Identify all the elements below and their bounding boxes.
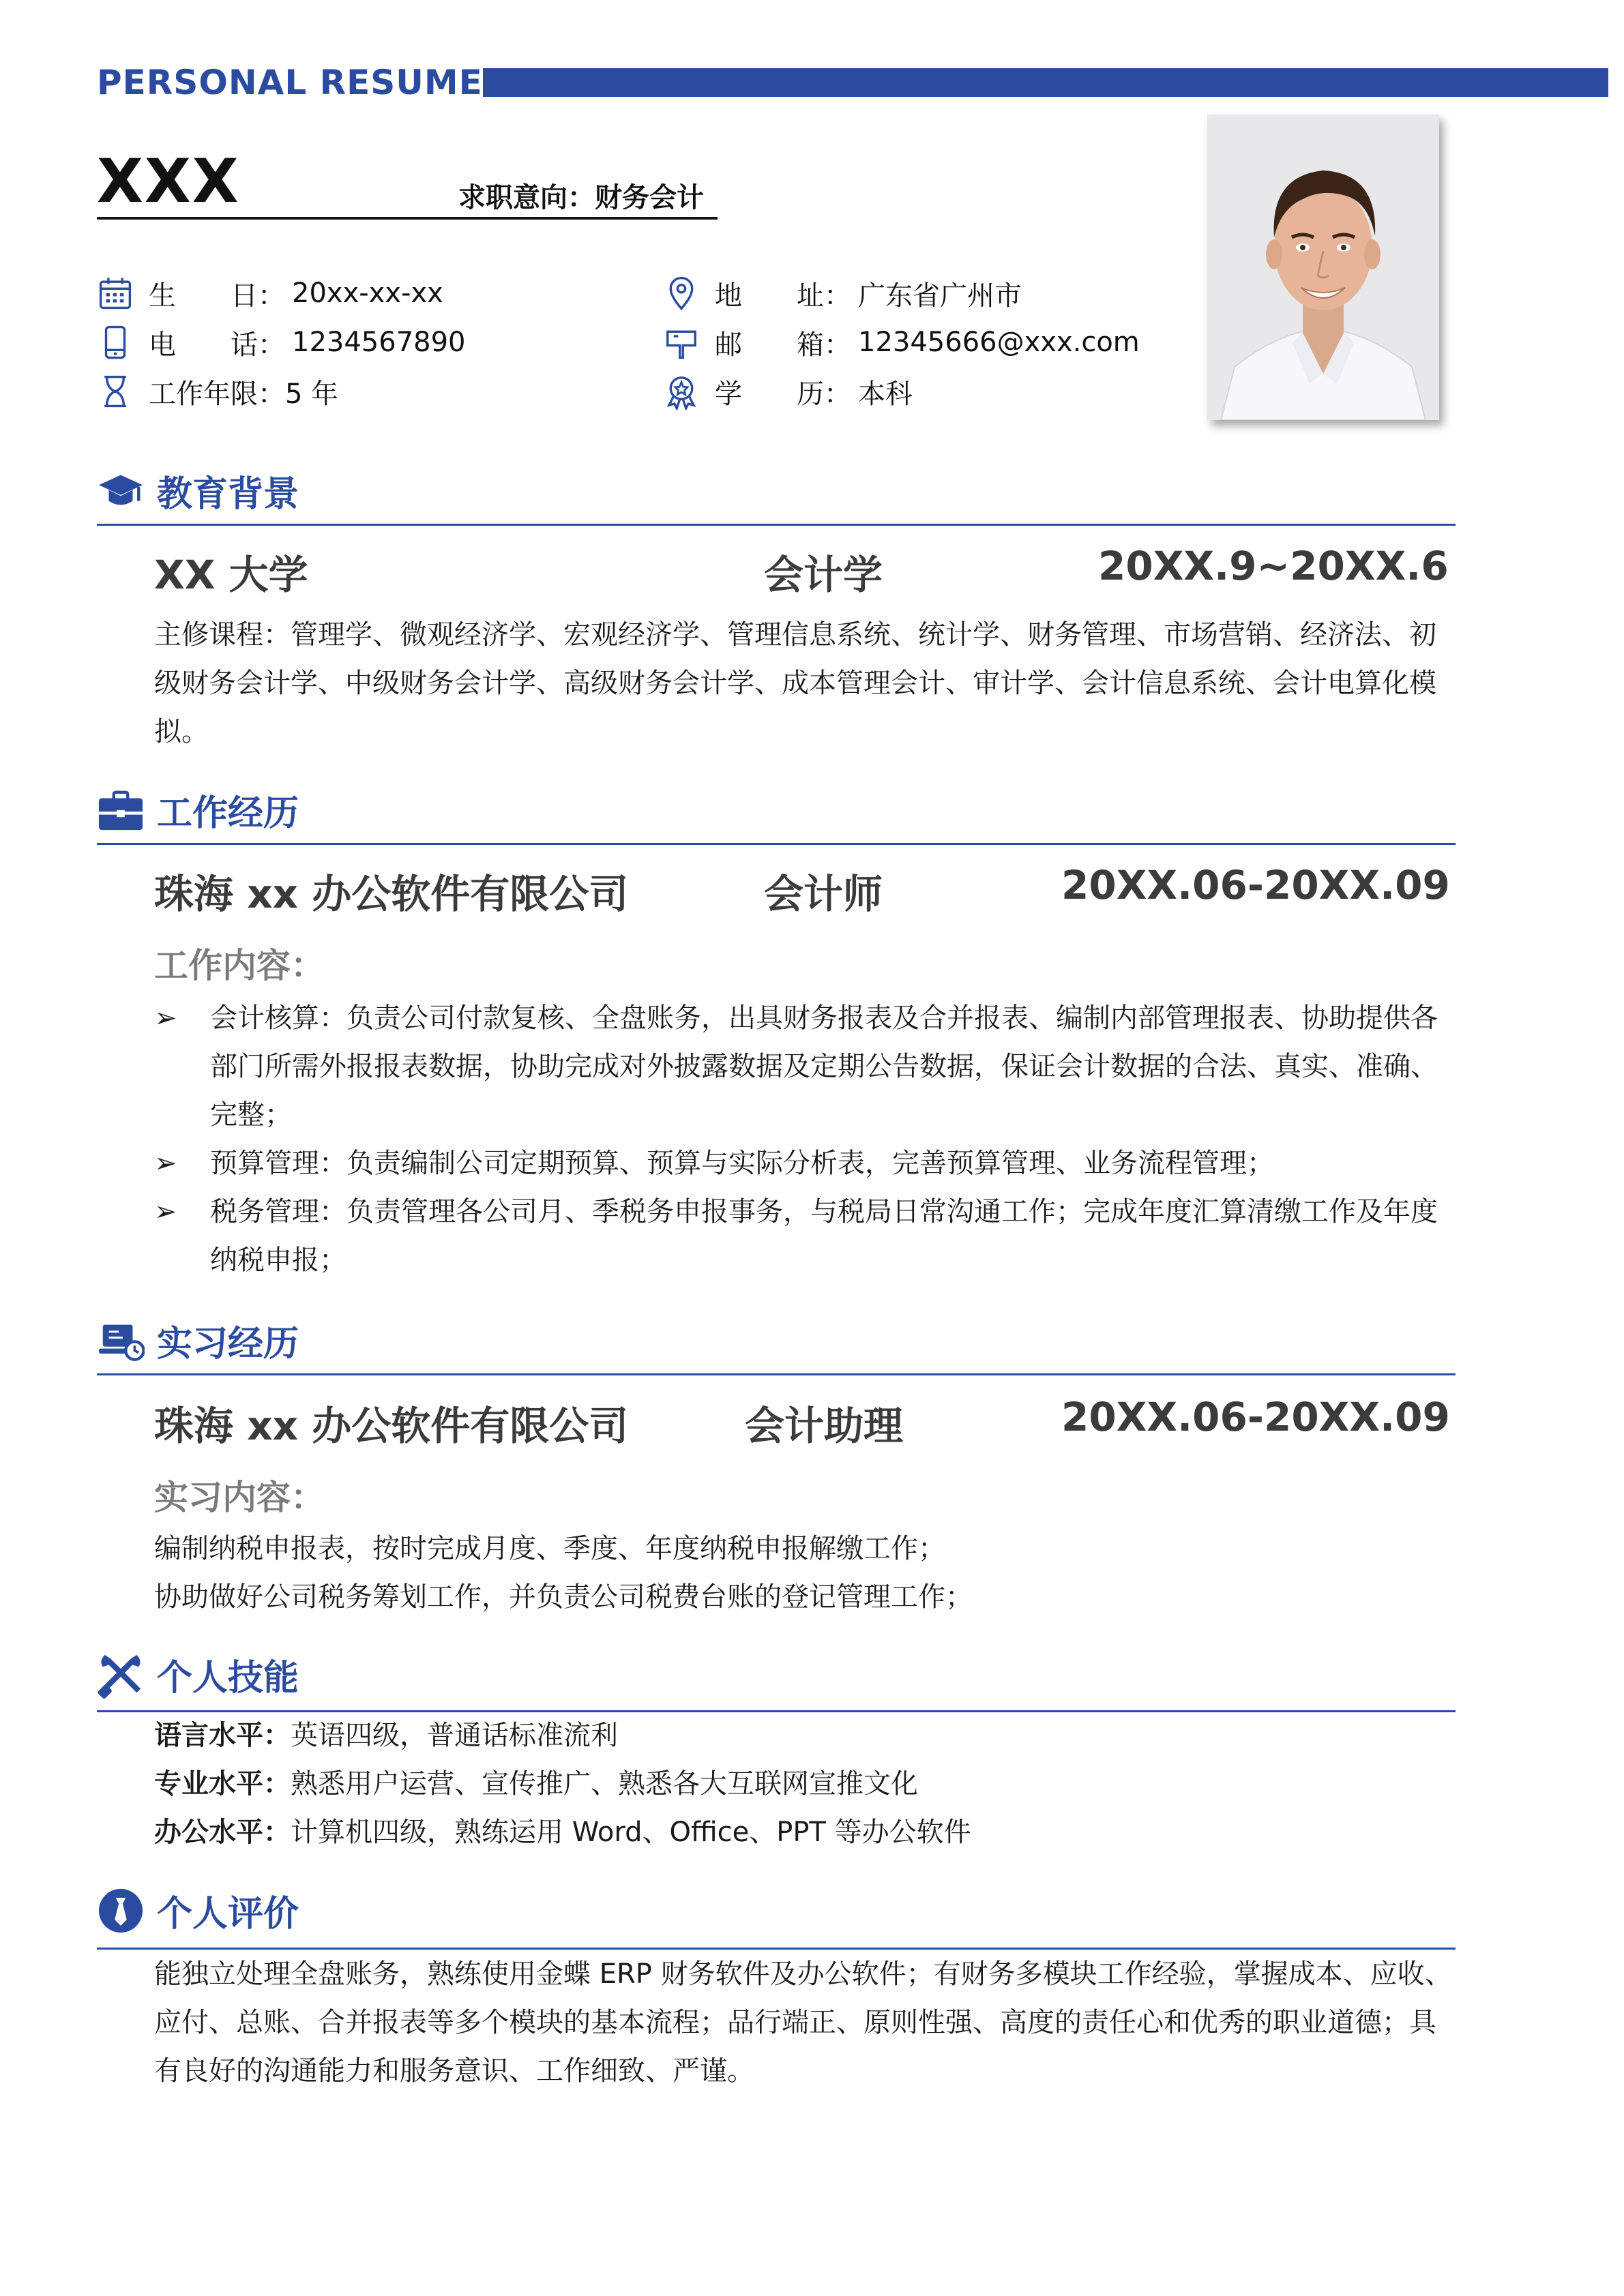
mailbox-icon — [663, 324, 700, 361]
arrow-bullet-icon: ➢ — [154, 1002, 177, 1034]
list-item — [154, 1188, 1457, 1285]
evaluation-title: 个人评价 — [157, 1894, 299, 1935]
skill-value: 英语四级，普通话标准流利 — [291, 1720, 618, 1751]
work-divider — [97, 843, 1456, 845]
skills-heading — [97, 1649, 299, 1700]
evaluation-heading — [97, 1885, 299, 1936]
intern-period: 20XX.06-20XX.09 — [1061, 1394, 1450, 1440]
intern-content-list — [154, 1525, 1457, 1622]
calendar-icon — [97, 275, 134, 312]
years-value: 5 年 — [285, 378, 339, 410]
degree-value: 本科 — [858, 378, 913, 410]
skill-value: 熟悉用户运营、宣传推广、熟悉各大互联网宣推文化 — [291, 1768, 918, 1800]
education-heading — [97, 465, 299, 516]
skills-list — [154, 1712, 1457, 1857]
phone-label: 电 话： — [149, 329, 285, 361]
work-role: 会计师 — [764, 871, 883, 917]
work-content-list — [154, 994, 1457, 1285]
hourglass-icon — [97, 373, 134, 410]
info-address — [663, 273, 1140, 314]
skill-value: 计算机四级，熟练运用 Word、Office、PPT 等办公软件 — [291, 1817, 971, 1848]
work-content-heading: 工作内容： — [154, 946, 325, 985]
skill-label: 语言水平： — [154, 1720, 291, 1751]
phone-icon — [97, 324, 134, 361]
location-pin-icon — [663, 275, 700, 312]
birthday-label: 生 日： — [149, 280, 285, 312]
intern-company: 珠海 xx 办公软件有限公司 — [154, 1403, 629, 1449]
intern-title: 实习经历 — [157, 1324, 299, 1365]
email-value: 12345666@xxx.com — [858, 327, 1140, 358]
info-right-column — [663, 273, 1140, 412]
evaluation-divider — [97, 1948, 1456, 1950]
intern-heading — [97, 1315, 299, 1366]
info-phone — [97, 322, 466, 363]
phone-value: 1234567890 — [292, 327, 466, 358]
email-label: 邮 箱： — [715, 329, 851, 361]
info-years — [97, 371, 466, 412]
arrow-bullet-icon: ➢ — [154, 1196, 177, 1227]
skill-label: 办公水平： — [154, 1817, 291, 1848]
work-heading — [97, 784, 299, 835]
list-item — [154, 994, 1457, 1139]
intern-divider — [97, 1373, 1456, 1375]
education-period: 20XX.9~20XX.6 — [1098, 543, 1449, 589]
info-email — [663, 322, 1140, 363]
candidate-name: XXX — [97, 146, 240, 216]
work-item-text: 会计核算：负责公司付款复核、全盘账务，出具财务报表及合并报表、编制内部管理报表、协助提供各部门所需外报报表数据，协助完成对外披露数据及定期公告数据，保证会计数据的合法、真实、准确、完整； — [210, 1002, 1438, 1131]
skills-title: 个人技能 — [157, 1658, 299, 1699]
work-company: 珠海 xx 办公软件有限公司 — [154, 871, 629, 917]
list-item — [154, 1712, 1457, 1760]
work-item-text: 税务管理：负责管理各公司月、季税务申报事务，与税局日常沟通工作；完成年度汇算清缴工作及年度纳税申报； — [210, 1196, 1438, 1276]
profile-photo — [1207, 115, 1439, 420]
work-title: 工作经历 — [157, 793, 299, 834]
years-label: 工作年限： — [149, 378, 285, 410]
education-school: XX 大学 — [154, 552, 308, 598]
name-underline — [97, 217, 718, 220]
info-degree — [663, 371, 1140, 412]
list-item: 协助做好公司税务筹划工作，并负责公司税费台账的登记管理工作； — [154, 1581, 973, 1613]
list-item — [154, 1139, 1457, 1188]
list-item: 编制纳税申报表，按时完成月度、季度、年度纳税申报解缴工作； — [154, 1533, 945, 1564]
arrow-bullet-icon: ➢ — [154, 1148, 177, 1179]
tools-icon — [97, 1651, 145, 1699]
skill-label: 专业水平： — [154, 1768, 291, 1800]
info-birthday — [97, 273, 466, 314]
list-item — [154, 1808, 1457, 1857]
address-label: 地 址： — [715, 280, 851, 312]
evaluation-text: 能独立处理全盘账务，熟练使用金蝶 ERP 财务软件及办公软件；有财务多模块工作经验，掌握成本、应收、应付、总账、合并报表等多个模块的基本流程；品行端正、原则性强、高度的责任心和优秀的职业道德；具有良好的沟通能力和服务意识、工作细致、严谨。 — [154, 1958, 1452, 2087]
education-courses: 主修课程：管理学、微观经济学、宏观经济学、管理信息系统、统计学、财务管理、市场营销、经济法、初级财务会计学、中级财务会计学、高级财务会计学、成本管理会计、审计学、会计信息系统、会计电算化模拟。 — [154, 619, 1436, 747]
header-bar — [483, 68, 1608, 97]
info-left-column — [97, 273, 466, 412]
person-portrait-icon — [1207, 115, 1439, 420]
address-value: 广东省广州市 — [858, 280, 1022, 312]
list-item — [154, 1760, 1457, 1808]
work-period: 20XX.06-20XX.09 — [1061, 862, 1450, 908]
job-intent: 求职意向：财务会计 — [458, 182, 704, 213]
intern-content-heading: 实习内容： — [154, 1478, 325, 1517]
personal-resume-label: PERSONAL RESUME — [97, 63, 483, 102]
education-title: 教育背景 — [157, 474, 299, 515]
work-item-text: 预算管理：负责编制公司定期预算、预算与实际分析表，完善预算管理、业务流程管理； — [210, 1148, 1274, 1179]
intern-role: 会计助理 — [745, 1403, 904, 1449]
degree-label: 学 历： — [715, 378, 851, 410]
laptop-clock-icon — [97, 1317, 145, 1365]
birthday-value: 20xx-xx-xx — [292, 278, 443, 309]
education-major: 会计学 — [764, 552, 883, 598]
graduation-cap-icon — [97, 467, 145, 515]
necktie-icon — [97, 1887, 145, 1935]
award-badge-icon — [663, 373, 700, 410]
education-divider — [97, 524, 1456, 526]
briefcase-icon — [97, 786, 145, 834]
